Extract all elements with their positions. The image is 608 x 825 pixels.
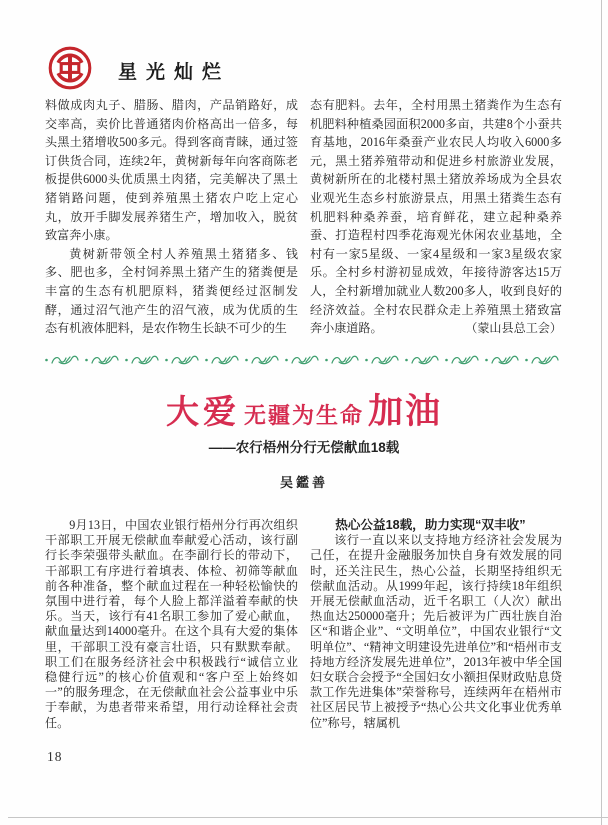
article-title-part1: 大爱 bbox=[165, 393, 240, 430]
article-title-part3: 加油 bbox=[368, 392, 443, 431]
paragraph: 黄树新带领全村人养殖黑土猪猪多、钱多、肥也多，全村饲养黑土猪产生的猪粪便是丰富的生态有机肥原料，猪粪便经过沤制发酵，通过沼气池产生的沼气液，成为优质的生态有机液体肥料，是农作物生长缺不可少的生 bbox=[45, 246, 298, 336]
top-article-column-left bbox=[45, 96, 298, 338]
paragraph-text: 态有肥料。去年，全村用黑土猪粪作为生态有机肥料种植桑园面积2000多亩，共建8个小蚕共育基地，2016年桑蚕产业农民人均收入6000多元，黑土猪养殖带动和促进乡村旅游业发展，黄树新所在的北楼村黑土猪放养场成为全县农业观光生态乡村旅游景点，用黑土猪粪生态有机肥料种桑养蚕，培育鲜花，建立起种桑养蚕、打造程村四季花海观光休闲农业基地，全村有一家5星级、一家4星级和一家3星级农家乐。全村乡村游初显成效，年接待游客达15万人，全村新增加就业人数200多人，收到良好的经济效益。全村农民群众走上养殖黑土猪致富奔小康道路。 bbox=[310, 98, 562, 336]
divider-ornament bbox=[44, 353, 564, 367]
attribution: （蒙山县总工会） bbox=[465, 321, 562, 336]
main-article-column-right bbox=[310, 518, 562, 731]
trade-union-emblem-icon bbox=[48, 46, 92, 95]
magazine-title: 星光灿烂 bbox=[118, 62, 231, 83]
page-header bbox=[48, 46, 230, 95]
article-title-part2: 无疆为生命 bbox=[243, 403, 364, 428]
paragraph: 料做成肉丸子、腊肠、腊肉，产品销路好，成交率高，卖价比普通猪肉价格高出一倍多，每头黑土猪增收500多元。得到客商青睐，通过签订供货合同，连续2年，黄树新每年向客商陈老板提供6000头优质黑土肉猪，完美解决了黑土猪销路问题，使到养殖黑土猪农户吃上定心丸，放开手脚发展养猪生产，增加收入，脱贫致富奔小康。 bbox=[45, 98, 298, 243]
article-title bbox=[0, 384, 608, 434]
paragraph: 9月13日，中国农业银行梧州分行再次组织干部职工开展无偿献血奉献爱心活动，该行副行长李荣强带头献血。在李副行长的带动下，干部职工有序进行着填表、体检、初筛等献血前各种准备，整个献血过程在一种轻松愉快的氛围中进行着，每个人脸上都洋溢着奉献的快乐。当天，该行有41名职工参加了爱心献血，献血量达到14000毫升。在这个具有大爱的集体里，干部职工没有豪言壮语，只有默默奉献。职工们在服务经济社会中积极践行“诚信立业 稳健行远”的核心价值观和“客户至上始终如一”的服务理念，在无偿献血社会公益事业中乐于奉献，为患者带来希望，用行动诠释社会责任。 bbox=[45, 518, 311, 730]
article-author: 吴鑑善 bbox=[279, 475, 328, 490]
top-article-column-right bbox=[310, 96, 562, 338]
paragraph bbox=[310, 96, 562, 338]
section-heading: 热心公益18载，助力实现“双丰收” bbox=[335, 518, 526, 532]
page-edge-bottom bbox=[8, 817, 608, 818]
paragraph: 该行一直以来以支持地方经济社会发展为己任，在提升金融服务加快自身有效发展的同时，还关注民生，热心公益，长期坚持组织无偿献血活动。从1999年起，该行持续18年组织开展无偿献血活动，近千名职工（人次）献出热血达250000毫升；先后被评为广西壮族自治区“和谐企业”、“文明单位”，中国农业银行“文明单位”、“精神文明建设先进单位”和“梧州市支持地方经济发展先进单位”，2013年被中华全国妇女联合会授予“全国妇女小额担保财政贴息贷款工作先进集体”荣誉称号，连续两年在梧州市社区居民节上被授予“热心公共文化事业优秀单位”称号，辖属机 bbox=[310, 533, 562, 730]
article-subtitle: ——农行梧州分行无偿献血18载 bbox=[208, 440, 400, 455]
main-article-column-left bbox=[45, 518, 311, 731]
page-number: 18 bbox=[47, 749, 63, 764]
